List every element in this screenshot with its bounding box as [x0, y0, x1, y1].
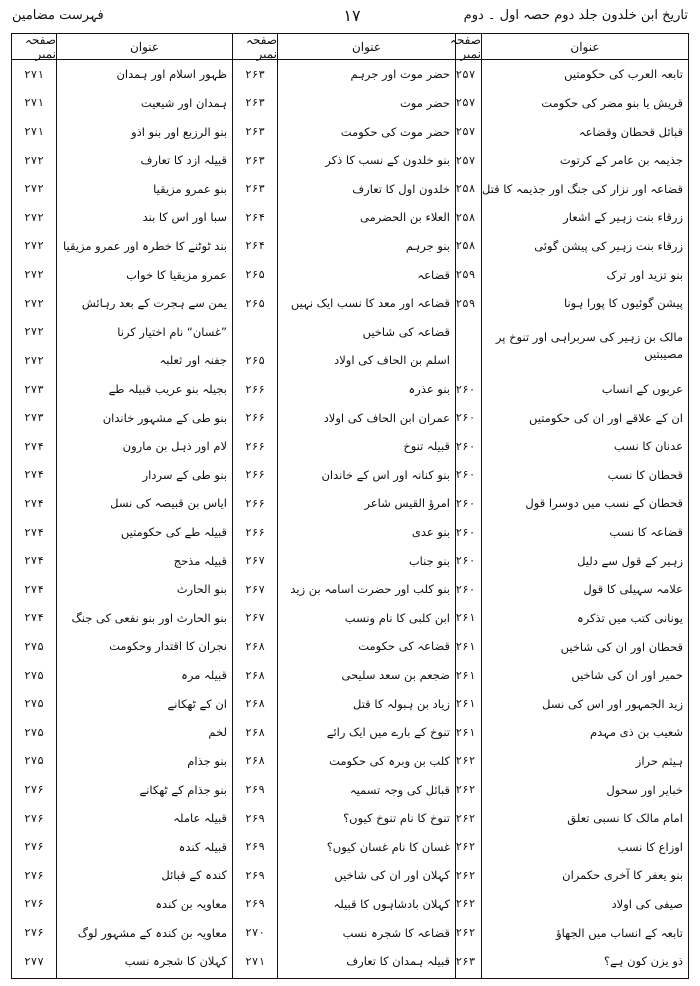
entry-title: تابعہ العرب کی حکومتیں	[564, 67, 683, 82]
entry-title: بنو جذام کے ٹھکانے	[139, 782, 228, 797]
entry-page: ۲۷۲	[24, 239, 44, 253]
entry-page: ۲۷۶	[24, 926, 44, 940]
entry-title: عربوں کے انساب	[601, 382, 683, 397]
entry-page: ۲۷۲	[24, 268, 44, 282]
entry-title: ضجعم بن سعد سلیحی	[341, 668, 450, 683]
entry-title: زید الجمہور اور اس کی نسل	[542, 696, 683, 711]
entry-page: ۲۷۷	[24, 954, 44, 968]
entry-title: پیشن گوئیوں کا پورا ہونا	[563, 296, 683, 311]
title-column	[57, 34, 232, 978]
title-column	[278, 34, 455, 978]
entry-page: ۲۷۶	[24, 868, 44, 882]
entry-page: ۲۶۵	[245, 296, 265, 310]
entry-page: ۲۶۰	[455, 496, 476, 510]
entry-page: ۲۶۶	[245, 382, 265, 396]
title-heading: عنوان	[482, 34, 688, 60]
entry-title: حضر موت اور جرہم	[350, 67, 450, 82]
entry-title: عمران ابن الحاف کی اولاد	[323, 410, 450, 425]
entry-title: العلاء بن الحضرمی	[360, 210, 450, 225]
page-heading: صفحہ نمبر	[233, 34, 277, 60]
entry-title: نجران کا اقتدار وحکومت	[109, 639, 228, 654]
entry-page: ۲۷۶	[24, 811, 44, 825]
entry-page: ۲۶۰	[455, 411, 476, 425]
entry-title: لخم	[208, 725, 228, 740]
page-column	[233, 34, 278, 978]
entry-page: ۲۷۱	[24, 96, 44, 110]
entry-page: ۲۶۳	[245, 153, 265, 167]
book-title: تاریخ ابن خلدون جلد دوم حصہ اول ۔ دوم	[463, 8, 688, 23]
entry-title: ہیثم حراز	[635, 753, 683, 768]
entry-page: ۲۵۷	[455, 125, 476, 139]
entry-page: ۲۶۸	[245, 697, 265, 711]
entry-page: ۲۶۳	[245, 67, 265, 81]
entry-title: قضاعہ کا شجرہ نسب	[342, 925, 450, 940]
entry-title: بنو یعفر کا آخری حکمران	[562, 868, 683, 883]
entry-title: بنو طی کے مشہور خاندان	[102, 410, 228, 425]
entry-title: معاویہ بن کندہ	[155, 896, 228, 911]
entry-title: بنو جذام	[187, 753, 228, 768]
entry-page: ۲۷۴	[24, 582, 44, 596]
entry-page: ۲۷۳	[24, 382, 44, 396]
entry-title: ان کے علاقے اور ان کی حکومتیں	[528, 410, 683, 425]
entry-title: کہلان اور ان کی شاخیں	[334, 868, 450, 883]
entry-page: ۲۷۴	[24, 468, 44, 482]
entry-page: ۲۷۵	[24, 639, 44, 653]
entry-title: مالک بن زہیر کی سربراہی اور تنوخ پر مصیبتیں	[495, 329, 683, 362]
entry-title: قبیلہ تنوخ	[403, 439, 450, 454]
entry-title: تابعہ کے انساب میں الجھاؤ	[556, 925, 683, 940]
entry-page: ۲۵۹	[455, 268, 476, 282]
entry-page: ۲۷۱	[24, 125, 44, 139]
entry-title: قبیلہ عاملہ	[173, 811, 228, 826]
entry-title: بند ٹوٹنے کا خطرہ اور عمرو مزیقیا	[63, 238, 228, 253]
entry-title: بنو جناب	[408, 553, 450, 568]
entry-title: اسلم بن الحاف کی اولاد	[334, 353, 450, 368]
entry-page: ۲۶۹	[245, 811, 265, 825]
entry-title: بنو عذرہ	[408, 382, 450, 396]
entry-title: کندہ کے قبائل	[161, 868, 228, 883]
entry-title: یمن سے ہجرت کے بعد رہائش	[81, 296, 228, 311]
entry-title: بنو خلدون کے نسب کا ذکر	[325, 153, 450, 168]
entry-page: ۲۷۱	[24, 67, 44, 81]
entry-page: ۲۶۱	[455, 697, 476, 711]
entry-page: ۲۶۰	[455, 554, 476, 568]
entry-title: قبیلہ مذحج	[173, 553, 228, 568]
entry-page: ۲۶۵	[245, 353, 265, 367]
entry-title: کلب بن وبرہ کی حکومت	[329, 753, 450, 768]
entry-title: قبیلہ ہمدان کا تعارف	[346, 954, 450, 969]
entry-page: ۲۷۲	[24, 325, 44, 339]
entry-title: امام مالک کا نسبی تعلق	[567, 811, 683, 826]
entry-page: ۲۶۰	[455, 468, 476, 482]
entry-page: ۲۶۶	[245, 468, 265, 482]
entry-page	[450, 317, 481, 374]
entry-title: ان کے ٹھکانے	[167, 696, 228, 711]
entry-page: ۲۶۹	[245, 897, 265, 911]
entry-page: ۲۶۸	[245, 725, 265, 739]
entry-page: ۲۷۴	[24, 439, 44, 453]
entry-page: ۲۷۴	[24, 496, 44, 510]
entry-page: ۲۶۸	[245, 668, 265, 682]
entry-title: یونانی کتب میں تذکرہ	[576, 610, 683, 625]
entry-page: ۲۶۲	[455, 840, 476, 854]
entry-page: ۲۶۱	[455, 611, 476, 625]
entry-page: ۲۶۰	[455, 439, 476, 453]
entry-title: قضاعہ اور نزار کی جنگ اور جذیمہ کا قتل	[481, 181, 683, 196]
entry-title: بنو کنانہ اور اس کے خاندان	[321, 467, 450, 482]
entry-page: ۲۵۷	[455, 153, 476, 167]
entry-title: قضاعہ کی حکومت	[358, 639, 450, 654]
entry-title: قبیلہ مرہ	[181, 668, 228, 683]
entry-page: ۲۷۶	[24, 840, 44, 854]
entry-page: ۲۶۴	[245, 210, 265, 224]
entry-page: ۲۶۶	[245, 496, 265, 510]
entry-page: ۲۶۸	[245, 639, 265, 653]
entry-page: ۲۶۲	[455, 897, 476, 911]
contents-table	[11, 33, 689, 979]
entry-title: زرقاء بنت زہیر کی پیشن گوئی	[534, 238, 683, 253]
entry-page: ۲۶۳	[245, 125, 265, 139]
entry-page: ۲۷۲	[24, 182, 44, 196]
column-group-3	[12, 34, 233, 978]
entry-title: قحطان اور ان کی شاخیں	[560, 639, 683, 654]
entry-title: قضاعہ کا نسب	[609, 525, 683, 540]
entry-page: ۲۵۸	[455, 182, 476, 196]
entry-title: بنو تزید اور ترک	[606, 267, 683, 282]
entry-title: شعیب بن ذی مہدم	[589, 725, 683, 740]
entry-title: خلدون اول کا تعارف	[352, 181, 450, 196]
entry-title: غسان کا نام غسان کیوں؟	[326, 839, 450, 854]
entry-title: حضر موت	[399, 95, 450, 110]
entry-title: حمیر اور ان کی شاخیں	[571, 668, 683, 683]
entry-title: جفنہ اور ثعلبہ	[159, 353, 228, 368]
entry-page: ۲۶۱	[455, 640, 476, 653]
entry-page: ۲۷۵	[24, 754, 44, 768]
entry-page: ۲۶۰	[455, 582, 476, 596]
entry-page: ۲۷۶	[24, 783, 44, 797]
entry-page: ۲۶۲	[455, 926, 476, 940]
title-heading: عنوان	[278, 34, 455, 60]
entry-page: ۲۷۶	[24, 897, 44, 911]
entry-title: بنو عدی	[411, 525, 450, 540]
entry-page: ۲۵۸	[455, 210, 476, 224]
entry-page: ۲۶۲	[455, 868, 476, 882]
entry-title: قبائل کی وجہ تسمیہ	[349, 782, 450, 797]
entry-title: زہیر کے قول سے دلیل	[577, 553, 683, 568]
entry-page: ۲۶۳	[245, 96, 265, 110]
entry-title: قضاعہ اور معد کا نسب ایک نہیں	[290, 296, 450, 311]
entry-title: بنو الرزبع اور بنو اذو	[131, 124, 228, 139]
entry-page: ۲۵۷	[455, 67, 476, 81]
page-column	[450, 34, 482, 978]
entry-title: ایاس بن قبیصہ کی نسل	[110, 496, 228, 511]
entry-title: ابن کلبی کا نام ونسب	[344, 610, 450, 625]
entry-title: کہلان بادشاہوں کا قبیلہ	[333, 896, 450, 911]
entry-page: ۲۶۱	[455, 725, 476, 739]
entry-page: ۲۶۲	[455, 811, 476, 825]
entry-page: ۲۶۸	[245, 754, 265, 768]
entry-title: بنو طی کے سردار	[142, 467, 228, 482]
entry-page: ۲۷۵	[24, 668, 44, 682]
entry-page: ۲۶۶	[245, 439, 265, 453]
entry-page: ۲۶۱	[455, 668, 476, 682]
entry-title: قحطان کے نسب میں دوسرا قول	[525, 496, 683, 511]
entry-page: ۲۶۰	[455, 382, 476, 396]
entry-title: امرؤ القیس شاعر	[364, 496, 450, 511]
entry-title: حضر موت کی حکومت	[340, 124, 450, 139]
entry-title: قریش یا بنو مضر کی حکومت	[541, 95, 683, 110]
entry-title: عمرو مزیقیا کا خواب	[126, 267, 228, 282]
entry-title: زیاد بن ہبولہ کا قتل	[352, 696, 450, 711]
entry-page: ۲۷۲	[24, 353, 44, 367]
entry-page: ۲۶۶	[245, 411, 265, 425]
entry-title: قضاعہ کی شاخیں	[362, 324, 450, 339]
entry-page: ۲۵۸	[455, 239, 476, 253]
entry-page: ۲۷۳	[24, 411, 44, 425]
entry-page: ۲۶۹	[245, 868, 265, 882]
entry-title: عدنان کا نسب	[613, 439, 683, 454]
entry-page: ۲۶۰	[455, 525, 476, 539]
entry-page: ۲۶۴	[245, 239, 265, 253]
entry-page: ۲۶۶	[245, 525, 265, 539]
entry-page: ۲۷۵	[24, 697, 44, 711]
entry-page: ۲۶۳	[455, 954, 476, 968]
entry-page: ۲۷۰	[245, 926, 265, 940]
entry-page: ۲۷۲	[24, 153, 44, 167]
entry-page: ۲۷۱	[245, 954, 265, 968]
entry-page: ۲۶۹	[245, 840, 265, 854]
entry-title: بنو الحارث	[176, 582, 228, 597]
entry-page: ۲۶۹	[245, 783, 265, 797]
entry-title: اوزاع کا نسب	[617, 839, 683, 854]
entry-title: ”غسان“ نام اختیار کرنا	[117, 324, 228, 339]
entry-page: ۲۷۲	[24, 296, 44, 310]
entry-page: ۲۷۵	[24, 725, 44, 739]
entry-title: علامہ سہیلی کا قول	[583, 582, 683, 597]
page-heading: صفحہ نمبر	[12, 34, 56, 60]
column-group-1	[449, 32, 688, 978]
entry-page: ۲۶۲	[455, 754, 476, 768]
page-number: ۱۷	[343, 6, 361, 25]
entry-page: ۲۶۳	[245, 182, 265, 196]
title-column	[482, 34, 688, 978]
entry-page: ۲۶۲	[455, 783, 476, 797]
entry-title: قبیلہ کندہ	[178, 839, 228, 854]
entry-page: ۲۷۲	[24, 210, 44, 224]
entry-title: معاویہ بن کندہ کے مشہور لوگ	[77, 925, 228, 940]
entry-title: صیفی کی اولاد	[611, 896, 683, 911]
entry-title: قبیلہ طے کی حکومتیں	[120, 525, 228, 540]
entry-title: قحطان کا نسب	[607, 467, 683, 482]
column-group-2	[233, 34, 456, 978]
entry-title: کہلان کا شجرہ نسب	[124, 954, 228, 969]
entry-title: تنوخ کا نام تنوخ کیوں؟	[343, 811, 450, 826]
section-title: فہرست مضامین	[12, 8, 104, 23]
entry-title: لام اور ذہل بن مارون	[122, 439, 228, 454]
entry-title: ہمدان اور شیعیت	[140, 95, 228, 110]
entry-page: ۲۵۹	[455, 296, 476, 310]
entry-page: ۲۷۴	[24, 525, 44, 539]
entry-page	[233, 317, 277, 346]
entry-title: ظہور اسلام اور ہمدان	[116, 67, 228, 82]
entry-title: بنو عمرو مزیقیا	[153, 181, 228, 196]
entry-page: ۲۶۷	[245, 582, 265, 596]
entry-title: بجیلہ بنو عریب قبیلہ طے	[108, 382, 228, 396]
entry-page: ۲۷۴	[24, 554, 44, 568]
entry-page: ۲۷۴	[24, 611, 44, 625]
entry-title: خبایر اور سحول	[606, 782, 683, 797]
page-header	[12, 4, 688, 30]
entry-page: ۲۵۷	[455, 96, 476, 110]
entry-title: زرقاء بنت زہیر کے اشعار	[563, 210, 683, 225]
entry-title: سبا اور اس کا بند	[142, 210, 228, 225]
entry-title: جذیمہ بن عامر کے کرتوت	[559, 153, 683, 168]
entry-page: ۲۶۷	[245, 554, 265, 568]
page-heading: صفحہ نمبر	[449, 32, 481, 61]
entry-page: ۲۶۵	[245, 268, 265, 282]
entry-title: قبیلہ ازد کا تعارف	[140, 153, 228, 168]
title-heading: عنوان	[57, 34, 232, 60]
entry-title: قضاعہ	[417, 267, 450, 282]
entry-title: بنو جرہم	[405, 238, 450, 253]
page-column	[12, 34, 57, 978]
entry-title: بنو کلب اور حضرت اسامہ بن زید	[290, 582, 450, 597]
entry-title: بنو الحارث اور بنو نفعی کی جنگ	[71, 610, 228, 625]
entry-title: تنوخ کے بارے میں ایک رائے	[326, 725, 450, 740]
entry-title: ذو یزن کون ہے؟	[603, 954, 683, 969]
entry-page: ۲۶۷	[245, 611, 265, 625]
entry-title: قبائل قحطان وقضاعہ	[578, 124, 683, 139]
